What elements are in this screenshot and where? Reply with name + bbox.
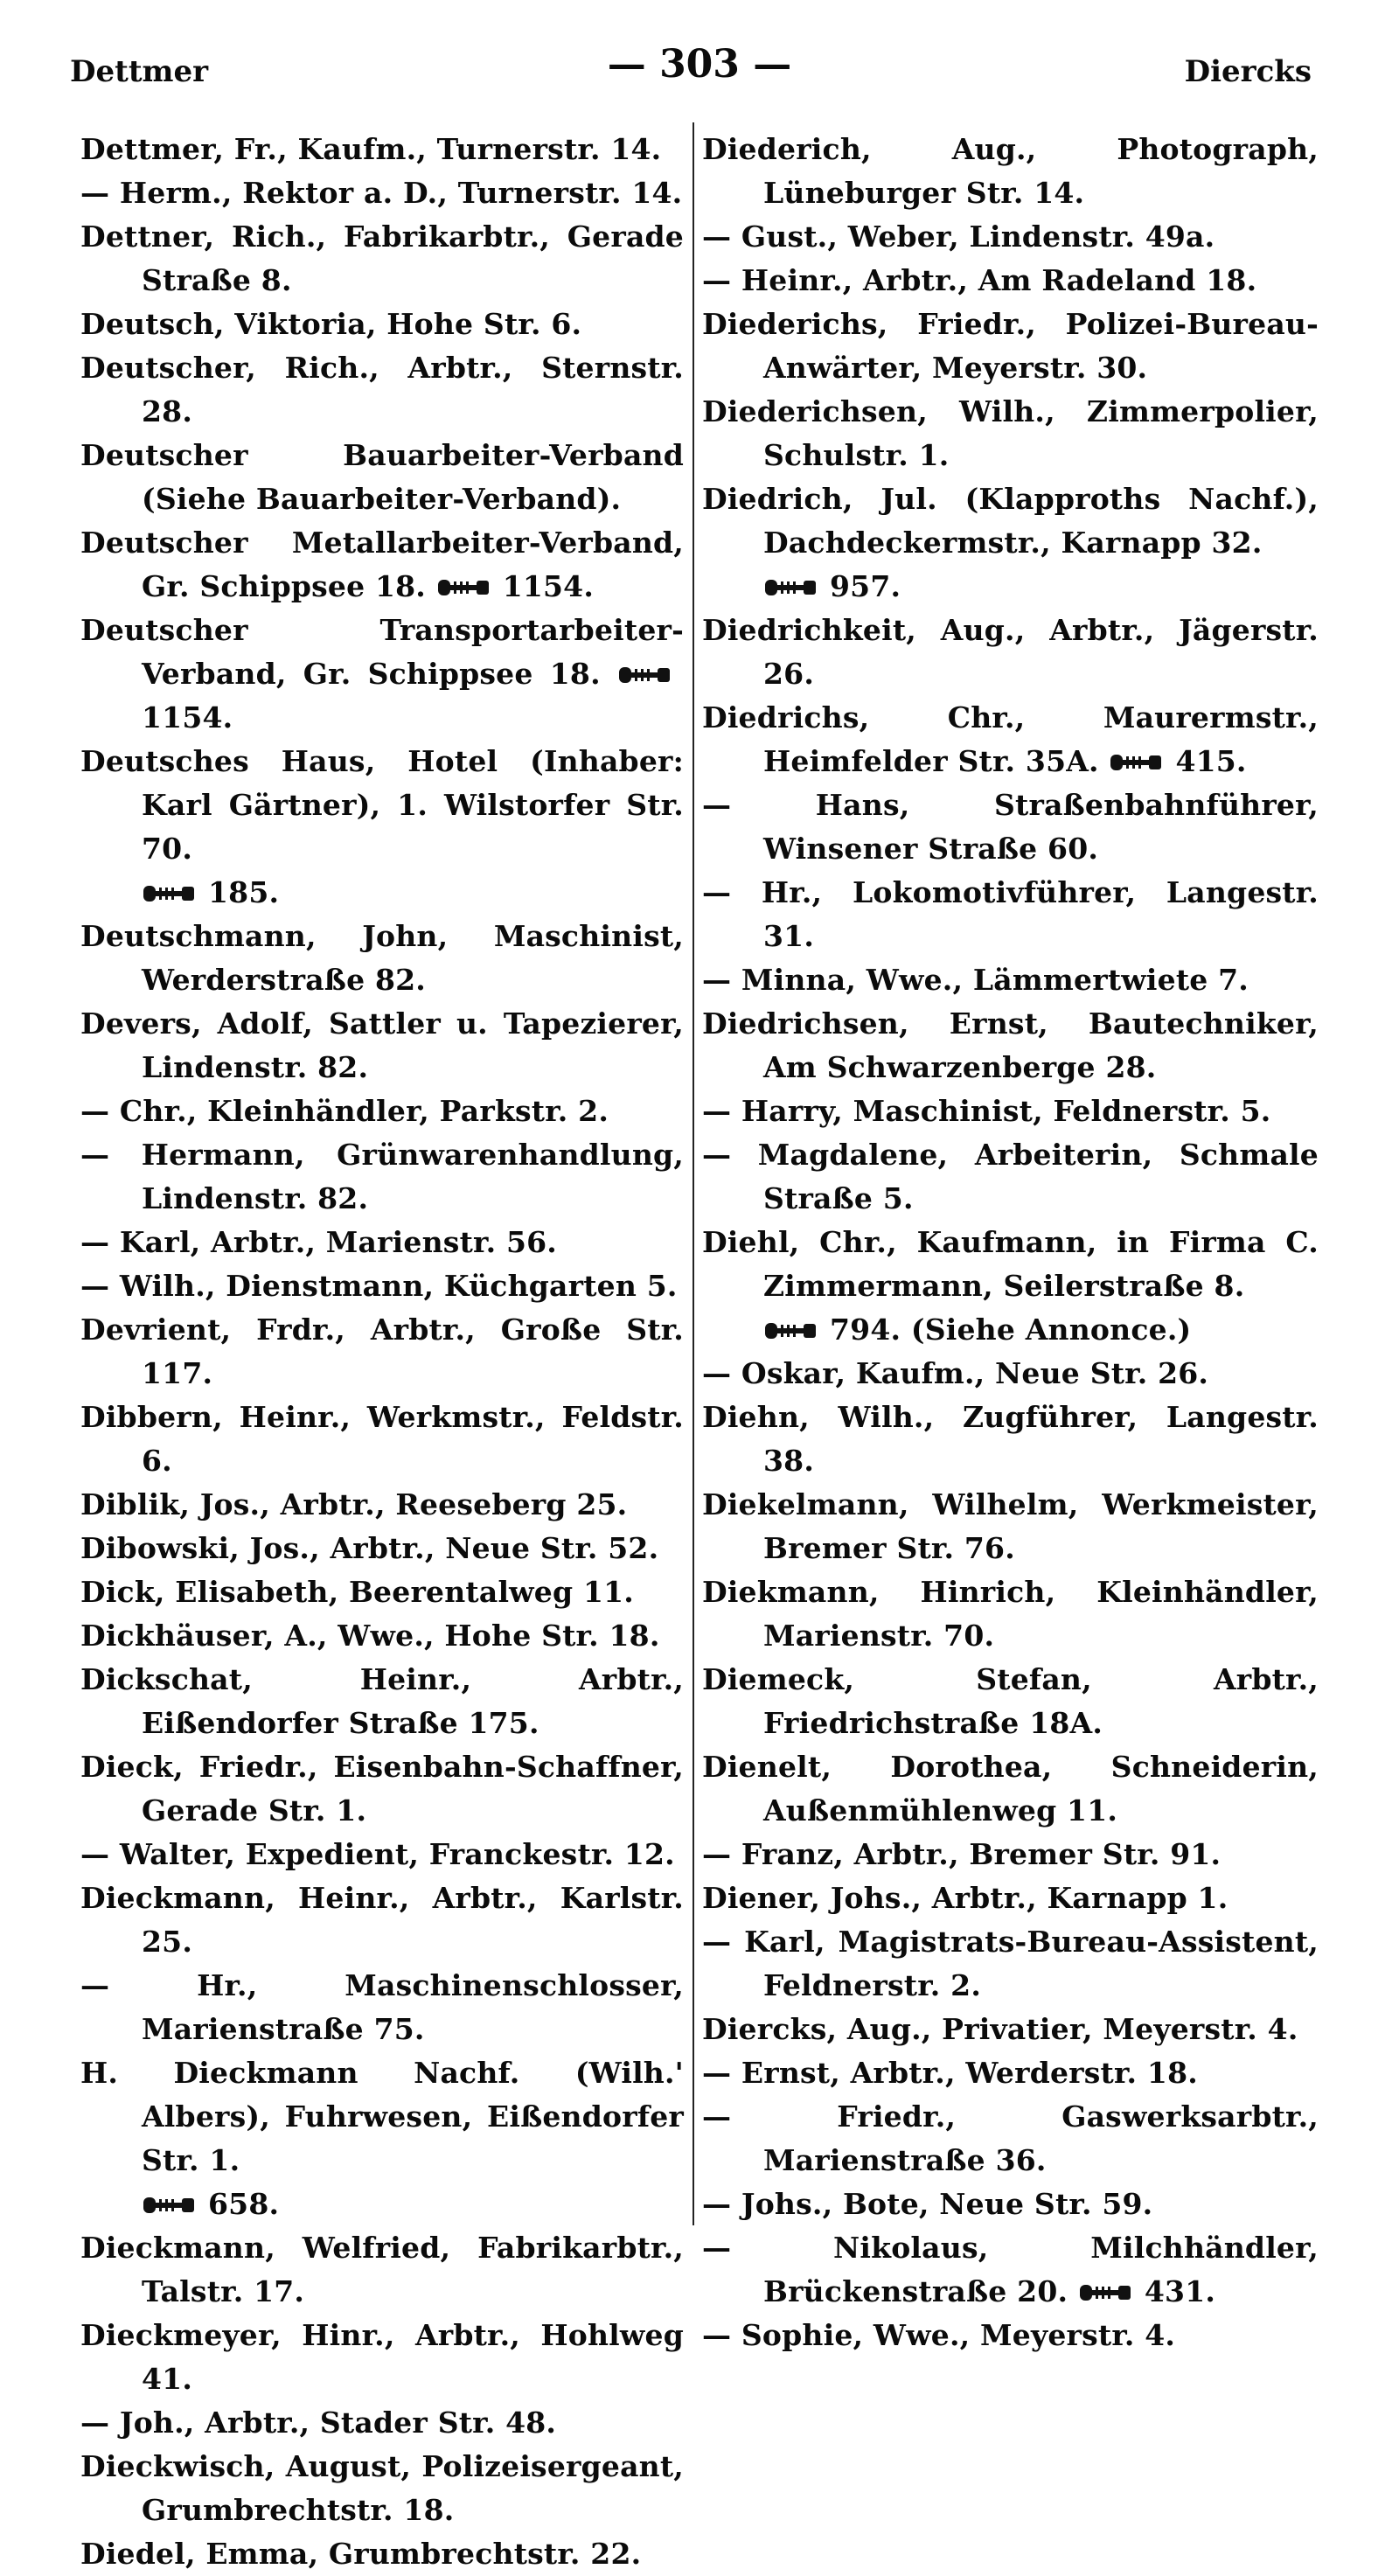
entry-text: Devers, Adolf, Sattler u. Tapezierer, Lindenstr. 82. bbox=[80, 1006, 684, 1084]
entry-text: — Karl, Magistrats-Bureau-Assistent, Feldnerstr. 2. bbox=[702, 1925, 1319, 2002]
entry-text: Deutscher Bauarbeiter-Verband (Siehe Bauarbeiter-Verband). bbox=[80, 438, 684, 516]
entry-text: Devrient, Frdr., Arbtr., Große Str. 117. bbox=[80, 1312, 684, 1390]
entry-text: Diederichsen, Wilh., Zimmerpolier, Schulstr. 1. bbox=[702, 394, 1319, 472]
directory-entry bbox=[702, 1920, 1319, 2008]
directory-entry bbox=[702, 2226, 1319, 2314]
directory-entry bbox=[702, 1833, 1319, 1876]
directory-entry bbox=[702, 1570, 1319, 1658]
entry-text: Diederichs, Friedr., Polizei-Bureau-Anwärter, Meyerstr. 30. bbox=[702, 307, 1319, 385]
directory-entry bbox=[702, 1396, 1319, 1483]
entry-text: — Oskar, Kaufm., Neue Str. 26. bbox=[702, 1356, 1209, 1390]
left-column bbox=[80, 128, 684, 2576]
entry-text: Diedrich, Jul. (Klapproths Nachf.), Dachdeckermstr., Karnapp 32. bbox=[702, 482, 1319, 560]
entry-text: Deutscher Metallarbeiter-Verband, Gr. Schippsee 18. bbox=[80, 526, 684, 603]
entry-text: Dickhäuser, A., Wwe., Hohe Str. 18. bbox=[80, 1619, 660, 1653]
entry-text: Dieck, Friedr., Eisenbahn-Schaffner, Gerade Str. 1. bbox=[80, 1750, 684, 1828]
directory-entry bbox=[80, 1221, 684, 1264]
telephone-icon bbox=[763, 576, 818, 599]
entry-text: — Sophie, Wwe., Meyerstr. 4. bbox=[702, 2318, 1176, 2352]
entry-text: Dieckmann, Heinr., Arbtr., Karlstr. 25. bbox=[80, 1881, 684, 1959]
entry-text: Diener, Johs., Arbtr., Karnapp 1. bbox=[702, 1881, 1228, 1915]
entry-text: Diedrichsen, Ernst, Bautechniker, Am Schwarzenberge 28. bbox=[702, 1006, 1319, 1084]
telephone-icon bbox=[142, 2194, 196, 2217]
telephone-icon bbox=[436, 576, 491, 599]
directory-entry bbox=[702, 2183, 1319, 2226]
directory-entry bbox=[702, 2095, 1319, 2183]
directory-entry bbox=[702, 783, 1319, 871]
telephone-icon bbox=[142, 882, 196, 905]
directory-entry bbox=[702, 1221, 1319, 1352]
header-right-keyword: Diercks bbox=[1184, 54, 1312, 89]
phone-number: 957. bbox=[830, 569, 901, 603]
phone-number: 415. bbox=[1175, 744, 1247, 778]
directory-entry bbox=[702, 303, 1319, 390]
entry-text: Dettmer, Fr., Kaufm., Turnerstr. 14. bbox=[80, 132, 662, 166]
directory-entry bbox=[80, 1264, 684, 1308]
entry-text: — Karl, Arbtr., Marienstr. 56. bbox=[80, 1225, 557, 1259]
entry-text: — Gust., Weber, Lindenstr. 49a. bbox=[702, 219, 1215, 254]
entry-text: — Hans, Straßenbahnführer, Winsener Straße 60. bbox=[702, 788, 1319, 866]
entry-text: Dickschat, Heinr., Arbtr., Eißendorfer Straße 175. bbox=[80, 1662, 684, 1740]
entry-text: Dieckwisch, August, Polizeisergeant, Grumbrechtstr. 18. bbox=[80, 2449, 684, 2527]
directory-entry bbox=[80, 2314, 684, 2401]
entry-text: Dieckmann, Welfried, Fabrikarbtr., Talstr. 17. bbox=[80, 2231, 684, 2308]
directory-entry bbox=[702, 1483, 1319, 1570]
directory-entry bbox=[702, 390, 1319, 477]
directory-entry bbox=[80, 609, 684, 740]
telephone-icon bbox=[1109, 751, 1163, 774]
entry-text: Deutschmann, John, Maschinist, Werderstraße 82. bbox=[80, 919, 684, 997]
directory-entry bbox=[80, 1876, 684, 1964]
directory-entry bbox=[80, 1090, 684, 1133]
header-left-keyword: Dettmer bbox=[70, 54, 209, 89]
directory-entry bbox=[702, 1745, 1319, 1833]
phone-number: 794. bbox=[830, 1312, 901, 1347]
entry-text: — Herm., Rektor a. D., Turnerstr. 14. bbox=[80, 176, 683, 210]
directory-entry bbox=[80, 1745, 684, 1833]
entry-text: — Walter, Expedient, Franckestr. 12. bbox=[80, 1837, 675, 1871]
directory-entry bbox=[702, 696, 1319, 783]
entry-text: Diekmann, Hinrich, Kleinhändler, Marienstr. 70. bbox=[702, 1575, 1319, 1653]
telephone-icon bbox=[617, 664, 672, 686]
entry-text: Diedel, Emma, Grumbrechtstr. 22. bbox=[80, 2537, 642, 2571]
directory-entry bbox=[80, 215, 684, 303]
entry-text: Dick, Elisabeth, Beerentalweg 11. bbox=[80, 1575, 634, 1609]
directory-entry bbox=[702, 1133, 1319, 1221]
phone-number: 185. bbox=[208, 875, 280, 909]
entry-text: — Nikolaus, Milchhändler, Brückenstraße 20. bbox=[702, 2231, 1319, 2308]
phone-number: 1154. bbox=[502, 569, 595, 603]
entry-text: Diedrichs, Chr., Maurermstr., Heimfelder Str. 35A. bbox=[702, 700, 1319, 778]
directory-entry bbox=[702, 958, 1319, 1002]
phone-number: 1154. bbox=[142, 700, 233, 735]
phone-number: 431. bbox=[1144, 2274, 1216, 2308]
entry-text: — Chr., Kleinhändler, Parkstr. 2. bbox=[80, 1094, 609, 1128]
entry-text: — Hr., Maschinenschlosser, Marienstraße 75. bbox=[80, 1968, 684, 2046]
entry-text: — Friedr., Gaswerksarbtr., Marienstraße 36. bbox=[702, 2099, 1319, 2177]
directory-entry bbox=[80, 346, 684, 434]
directory-entry bbox=[80, 1396, 684, 1483]
entry-text: — Harry, Maschinist, Feldnerstr. 5. bbox=[702, 1094, 1271, 1128]
telephone-icon bbox=[763, 1319, 818, 1342]
directory-entry bbox=[80, 1570, 684, 1614]
directory-entry bbox=[80, 434, 684, 521]
directory-entry bbox=[80, 2532, 684, 2576]
directory-entry bbox=[80, 1483, 684, 1527]
entry-text: — Hr., Lokomotivführer, Langestr. 31. bbox=[702, 875, 1319, 953]
directory-entry bbox=[702, 2008, 1319, 2051]
directory-entry bbox=[702, 2314, 1319, 2357]
directory-entry bbox=[80, 915, 684, 1002]
directory-entry bbox=[80, 1614, 684, 1658]
directory-entry bbox=[702, 1002, 1319, 1090]
entry-note: (Siehe Annonce.) bbox=[910, 1312, 1192, 1347]
entry-text: Deutscher, Rich., Arbtr., Sternstr. 28. bbox=[80, 351, 684, 428]
phone-number: 658. bbox=[208, 2187, 280, 2221]
entry-text: — Hermann, Grünwarenhandlung, Lindenstr. 82. bbox=[80, 1138, 684, 1215]
entry-text: Diemeck, Stefan, Arbtr., Friedrichstraße 18A. bbox=[702, 1662, 1319, 1740]
entry-text: Dibowski, Jos., Arbtr., Neue Str. 52. bbox=[80, 1531, 659, 1565]
entry-text: Diehl, Chr., Kaufmann, in Firma C. Zimmermann, Seilerstraße 8. bbox=[702, 1225, 1319, 1303]
entry-text: Diercks, Aug., Privatier, Meyerstr. 4. bbox=[702, 2012, 1298, 2046]
entry-text: Dettner, Rich., Fabrikarbtr., Gerade Straße 8. bbox=[80, 219, 684, 297]
entry-text: — Johs., Bote, Neue Str. 59. bbox=[702, 2187, 1153, 2221]
directory-entry bbox=[702, 871, 1319, 958]
directory-entry bbox=[80, 2401, 684, 2445]
entry-text: Diehn, Wilh., Zugführer, Langestr. 38. bbox=[702, 1400, 1319, 1478]
entry-text: Deutscher Transportarbeiter-Verband, Gr. Schippsee 18. bbox=[80, 613, 684, 691]
telephone-icon bbox=[1078, 2281, 1132, 2304]
entry-text: Diederich, Aug., Photograph, Lüneburger Str. 14. bbox=[702, 132, 1319, 210]
right-column bbox=[702, 128, 1319, 2357]
column-divider bbox=[693, 122, 694, 2225]
directory-entry bbox=[702, 128, 1319, 215]
directory-entry bbox=[80, 128, 684, 171]
directory-entry bbox=[702, 215, 1319, 259]
entry-text: Dienelt, Dorothea, Schneiderin, Außenmühlenweg 11. bbox=[702, 1750, 1319, 1828]
entry-text: — Magdalene, Arbeiterin, Schmale Straße 5. bbox=[702, 1138, 1319, 1215]
entry-text: Diedrichkeit, Aug., Arbtr., Jägerstr. 26. bbox=[702, 613, 1319, 691]
entry-text: — Joh., Arbtr., Stader Str. 48. bbox=[80, 2405, 557, 2440]
entry-text: Dieckmeyer, Hinr., Arbtr., Hohlweg 41. bbox=[80, 2318, 684, 2396]
directory-entry bbox=[80, 1133, 684, 1221]
directory-entry bbox=[80, 303, 684, 346]
directory-entry bbox=[80, 2445, 684, 2532]
directory-entry bbox=[702, 1658, 1319, 1745]
directory-entry bbox=[80, 1833, 684, 1876]
entry-text: — Ernst, Arbtr., Werderstr. 18. bbox=[702, 2056, 1198, 2090]
directory-entry bbox=[80, 2051, 684, 2226]
entry-text: Diekelmann, Wilhelm, Werkmeister, Bremer Str. 76. bbox=[702, 1487, 1319, 1565]
directory-entry bbox=[702, 2051, 1319, 2095]
directory-entry bbox=[702, 1876, 1319, 1920]
page-header bbox=[0, 0, 1399, 114]
entry-text: — Heinr., Arbtr., Am Radeland 18. bbox=[702, 263, 1257, 297]
entry-text: Deutsch, Viktoria, Hohe Str. 6. bbox=[80, 307, 582, 341]
directory-entry bbox=[80, 171, 684, 215]
directory-entry bbox=[80, 1964, 684, 2051]
directory-entry bbox=[80, 1658, 684, 1745]
directory-entry bbox=[702, 259, 1319, 303]
entry-text: Dibbern, Heinr., Werkmstr., Feldstr. 6. bbox=[80, 1400, 684, 1478]
page-number: — 303 — bbox=[607, 42, 792, 87]
entry-text: H. Dieckmann Nachf. (Wilh.' Albers), Fuhrwesen, Eißendorfer Str. 1. bbox=[80, 2056, 684, 2177]
entry-text: Deutsches Haus, Hotel (Inhaber: Karl Gärtner), 1. Wilstorfer Str. 70. bbox=[80, 744, 684, 866]
directory-entry bbox=[702, 609, 1319, 696]
directory-entry bbox=[702, 477, 1319, 609]
directory-entry bbox=[80, 1527, 684, 1570]
directory-entry bbox=[80, 2226, 684, 2314]
entry-text: Diblik, Jos., Arbtr., Reeseberg 25. bbox=[80, 1487, 628, 1521]
directory-entry bbox=[702, 1090, 1319, 1133]
directory-entry bbox=[80, 521, 684, 609]
entry-text: — Franz, Arbtr., Bremer Str. 91. bbox=[702, 1837, 1222, 1871]
directory-entry bbox=[80, 1002, 684, 1090]
directory-entry bbox=[80, 740, 684, 915]
entry-text: — Minna, Wwe., Lämmertwiete 7. bbox=[702, 963, 1249, 997]
entry-text: — Wilh., Dienstmann, Küchgarten 5. bbox=[80, 1269, 678, 1303]
directory-entry bbox=[702, 1352, 1319, 1396]
directory-entry bbox=[80, 1308, 684, 1396]
